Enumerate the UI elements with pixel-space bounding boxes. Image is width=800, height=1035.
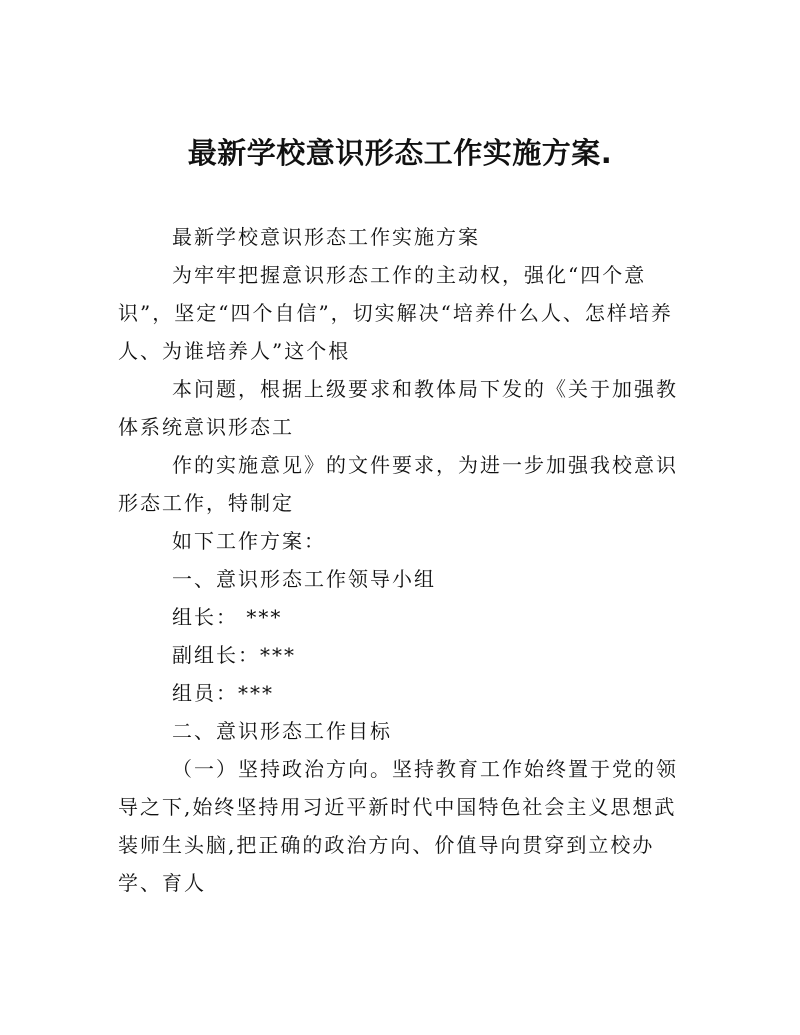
paragraph-political-direction: （一）坚持政治方向。坚持教育工作始终置于党的领导之下,始终坚持用习近平新时代中国特色社会主义思想武装师生头脑,把正确的政治方向、价值导向贯穿到立校办学、育人 <box>118 757 678 895</box>
document-body <box>118 218 678 902</box>
paragraph-heading: 最新学校意识形态工作实施方案 <box>172 225 480 249</box>
paragraph-plan-lead: 如下工作方案： <box>172 529 326 553</box>
deputy-leader-line: 副组长：*** <box>172 643 296 667</box>
section-heading-goals: 二、意识形态工作目标 <box>172 719 392 743</box>
section-heading-leadership: 一、意识形态工作领导小组 <box>172 567 436 591</box>
members-line: 组员：*** <box>172 681 274 705</box>
paragraph-intro: 为牢牢把握意识形态工作的主动权，强化“四个意识”，坚定“四个自信”，切实解决“培养什么人、怎样培养人、为谁培养人”这个根 <box>118 263 673 363</box>
paragraph-basis: 本问题，根据上级要求和教体局下发的《关于加强教体系统意识形态工 <box>118 377 678 439</box>
paragraph-opinion: 作的实施意见》的文件要求，为进一步加强我校意识形态工作，特制定 <box>118 453 678 515</box>
leader-line: 组长： *** <box>172 605 283 629</box>
document-title: 最新学校意识形态工作实施方案. <box>187 136 613 170</box>
